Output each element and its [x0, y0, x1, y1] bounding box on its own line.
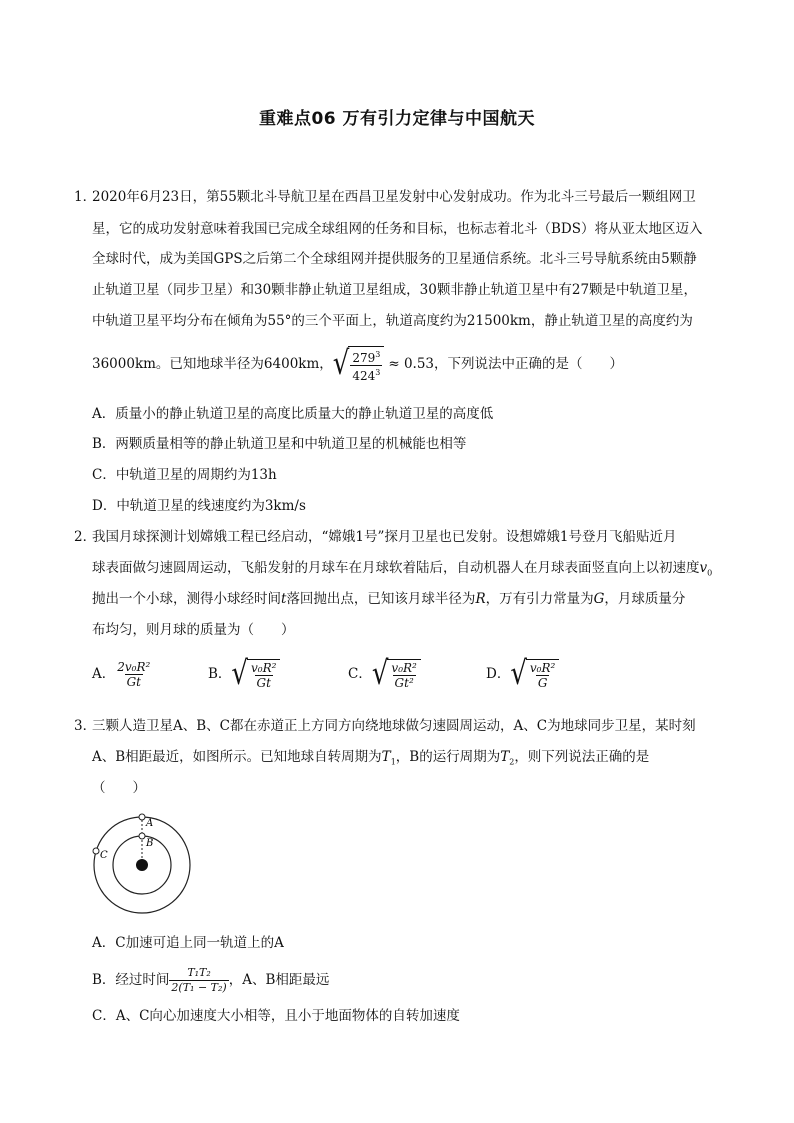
radical-sign: √ [332, 345, 350, 383]
sqrt-fraction [350, 348, 382, 383]
question-1-option-c: C．中轨道卫星的周期约为13h [92, 467, 277, 483]
option-b-fraction: $\frac{\text{T₁T₂}}{\text{2(T₁ − T₂)}}$ [171, 965, 227, 994]
question-1-option-a: A．质量小的静止轨道卫星的高度比质量大的静止轨道卫星的高度低 [92, 406, 494, 422]
label-b: B [146, 838, 154, 849]
question-2-line-4: 布均匀，则月球的质量为（ ） [92, 622, 295, 638]
orbit-diagram [88, 810, 198, 920]
question-1-line-6-post: ，下列说法中正确的是（ ） [434, 356, 624, 372]
question-1-line-4: 止轨道卫星（同步卫星）和30颗非静止轨道卫星组成，30颗非静止轨道卫星中有27颗是中轨道卫星， [92, 282, 698, 298]
question-2-option-c: C． √ $\frac{\text{v₀R²}}{\text{Gt²}}$ [348, 656, 421, 692]
label-c: C [100, 850, 108, 861]
question-2-line-3: 抛出一个小球，测得小球经时间t落回抛出点，已知该月球半径为R，万有引力常量为G，月球质量分 [92, 591, 686, 607]
question-1-number: 1． [74, 189, 97, 205]
option-b-sqrt: √ $\frac{\text{v₀R²}}{Gt}$ [231, 659, 280, 690]
question-2-line-2: 球表面做匀速圆周运动，飞船发射的月球车在月球软着陆后，自动机器人在月球表面竖直向上以初速度$v_0$ [92, 560, 713, 578]
question-1-line-1: 2020年6月23日，第55颗北斗导航卫星在西昌卫星发射中心发射成功。作为北斗三号最后一颗组网卫 [92, 189, 696, 205]
earth-dot [136, 859, 148, 871]
label-a: A [146, 818, 154, 829]
question-2-option-d: D． √ $\frac{\text{v₀R²}}{G}$ [486, 656, 559, 692]
sqrt-expression [333, 346, 385, 383]
question-3-line-1: 三颗人造卫星A、B、C都在赤道正上方同方向绕地球做匀速圆周运动，A、C为地球同步卫星，某时刻 [92, 718, 696, 734]
question-2-option-a: A． $\frac{\text{2v₀R²}}{Gt}$ [92, 659, 151, 689]
option-c-sqrt: √ $\frac{\text{v₀R²}}{\text{Gt²}}$ [372, 659, 421, 690]
satellite-b [139, 833, 145, 839]
sqrt-denominator: $424^3$ [350, 365, 382, 383]
satellite-c [93, 848, 99, 854]
option-d-sqrt: √ $\frac{\text{v₀R²}}{G}$ [510, 659, 559, 690]
question-1-line-2: 星，它的成功发射意味着我国已完成全球组网的任务和目标，也标志着北斗（BDS）将从亚太地区迈入 [92, 221, 703, 237]
question-1-line-3: 全球时代，成为美国GPS之后第二个全球组网并提供服务的卫星通信系统。北斗三号导航系统由5颗静 [92, 251, 697, 267]
page-title: 重难点06 万有引力定律与中国航天 [258, 109, 536, 129]
question-3-option-c: C．A、C向心加速度大小相等，且小于地面物体的自转加速度 [92, 1008, 460, 1024]
question-3-number: 3． [74, 718, 97, 734]
approx-value: ≈ 0.53 [388, 356, 435, 372]
question-1-line-5: 中轨道卫星平均分布在倾角为55°的三个平面上，轨道高度约为21500km，静止轨道卫星的高度约为 [92, 313, 693, 329]
question-1-option-d: D．中轨道卫星的线速度约为3km/s [92, 498, 306, 514]
question-1-option-b: B．两颗质量相等的静止轨道卫星和中轨道卫星的机械能也相等 [92, 436, 467, 452]
question-2-number: 2． [74, 529, 97, 545]
question-1-line-6 [92, 342, 623, 386]
question-3-line-3: （ ） [92, 780, 146, 796]
question-1-line-6-pre: 36000km。已知地球半径为6400km， [92, 356, 333, 372]
question-2-line-1: 我国月球探测计划嫦娥工程已经启动，“嫦娥1号”探月卫星也已发射。设想嫦娥1号登月飞船贴近月 [92, 529, 677, 545]
question-3-option-b: B．经过时间 $\frac{\text{T₁T₂}}{\text{2(T₁ − T₂)}}$ ，A、B相距最远 [92, 965, 330, 994]
question-2-option-b: B． √ $\frac{\text{v₀R²}}{Gt}$ [208, 656, 280, 692]
sqrt-numerator: $279^3$ [352, 349, 381, 365]
question-3-option-a: A．C加速可追上同一轨道上的A [92, 935, 284, 951]
satellite-a [139, 814, 145, 820]
sqrt-radicand [348, 346, 384, 383]
option-a-fraction: $\frac{\text{2v₀R²}}{Gt}$ [117, 659, 151, 689]
question-3-line-2: A、B相距最近，如图所示。已知地球自转周期为$T_1$，B的运行周期为$T_2$，则下列说法正确的是 [92, 749, 650, 767]
